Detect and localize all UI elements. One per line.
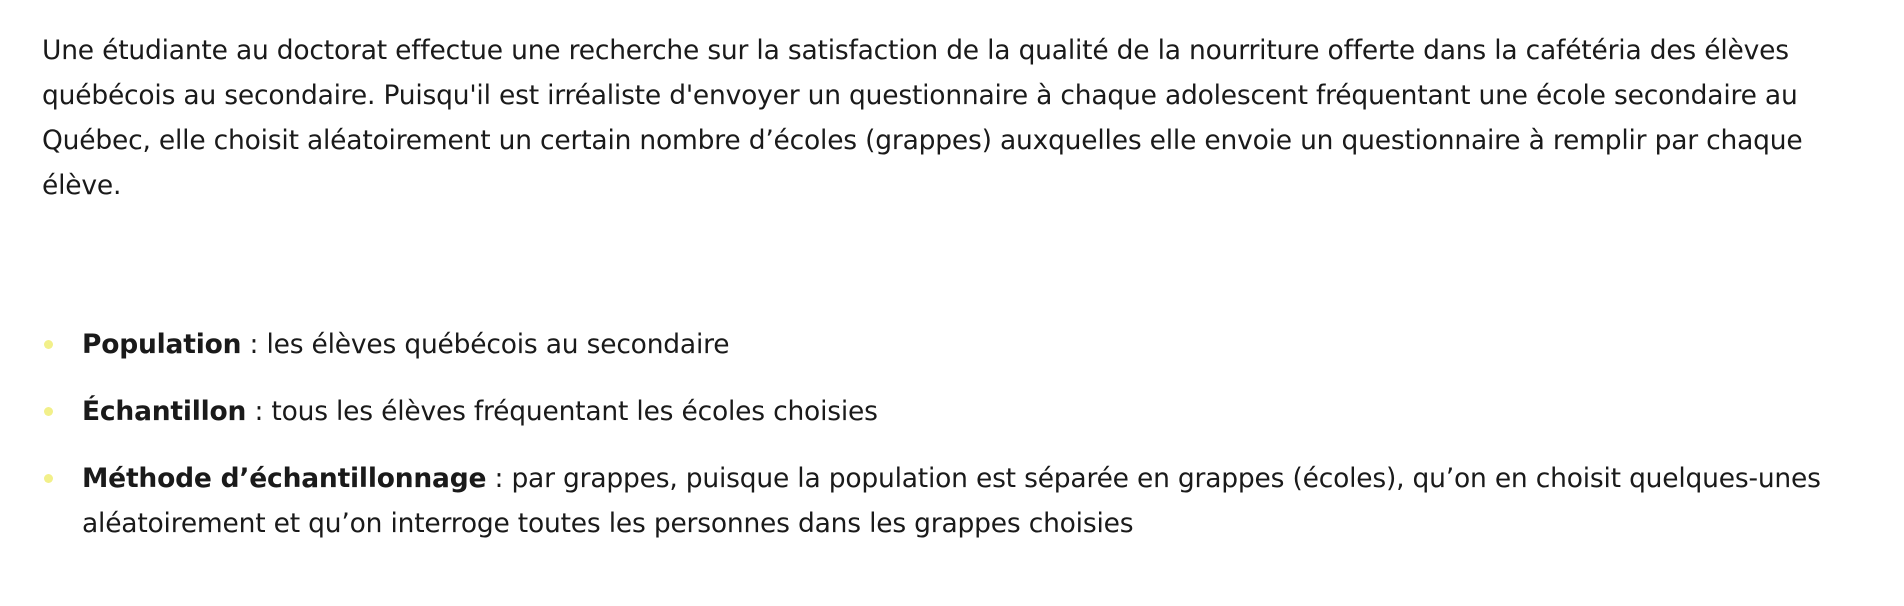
list-item-echantillon	[42, 389, 1842, 434]
list-item-population	[42, 322, 1842, 367]
definition-list	[42, 322, 1842, 568]
content	[42, 28, 1882, 539]
bullet-dot-icon	[44, 407, 53, 416]
term-description: : par grappes, puisque la population est séparée en grappes (écoles), qu’on en choisit quelques-unes aléatoirement et qu’on interroge toutes les personnes dans les grappes choisies	[82, 463, 1821, 539]
bullet-dot-icon	[44, 474, 53, 483]
intro-paragraph: Une étudiante au doctorat effectue une recherche sur la satisfaction de la qualité de la nourriture offerte dans la cafétéria des élèves québécois au secondaire. Puisqu'il est irréaliste d'envoyer un questionnaire à chaque adolescent fréquentant une école secondaire au Québec, elle choisit aléatoirement un certain nombre d’écoles (grappes) auxquelles elle envoie un questionnaire à remplir par chaque élève.	[42, 35, 1803, 201]
term-label: Méthode d’échantillonnage	[82, 463, 487, 494]
bullet-dot-icon	[44, 340, 53, 349]
list-item-methode	[42, 456, 1842, 546]
term-description: : les élèves québécois au secondaire	[241, 329, 730, 360]
term-label: Population	[82, 329, 242, 360]
term-description: : tous les élèves fréquentant les écoles choisies	[246, 396, 878, 427]
term-label: Échantillon	[82, 396, 247, 427]
